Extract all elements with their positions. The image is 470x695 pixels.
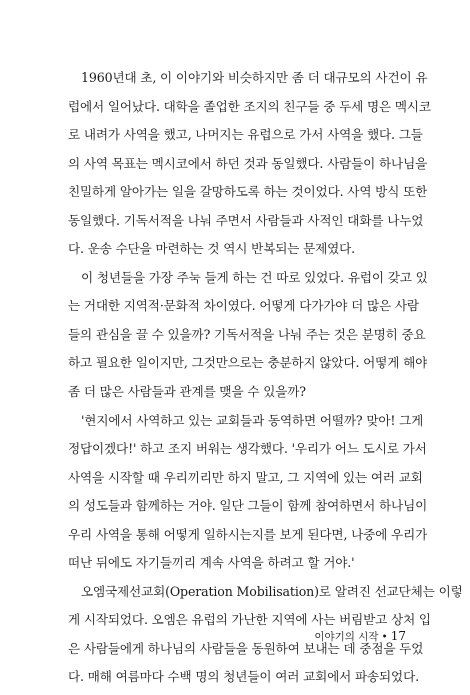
text-line: 1960년대 초, 이 이야기와 비슷하지만 좀 더 대규모의 사건이 유 bbox=[81, 70, 428, 85]
text-line: 다. 운송 수단을 마련하는 것 역시 반복되는 문제였다. bbox=[68, 241, 356, 257]
text-line: 하고 필요한 일이지만, 그것만으로는 충분하지 않았다. 어떻게 해야 bbox=[68, 355, 428, 371]
body-text bbox=[68, 64, 463, 692]
paragraph-2 bbox=[68, 264, 428, 407]
text-line: 는 거대한 지역적·문화적 차이였다. 어떻게 다가가야 더 많은 사람 bbox=[68, 298, 419, 314]
text-line: 떠난 뒤에도 자기들끼리 계속 사역을 하려고 할 거야.' bbox=[68, 555, 355, 571]
text-line: 이 청년들을 가장 주눅 들게 하는 건 따로 있었다. 유럽이 갖고 있 bbox=[81, 269, 428, 285]
page-footer bbox=[314, 629, 406, 644]
text-line: 좀 더 많은 사람들과 관계를 맺을 수 있을까? bbox=[68, 384, 306, 400]
footer-separator: • bbox=[381, 631, 388, 643]
text-line: 럽에서 일어났다. 대학을 졸업한 조지의 친구들 중 두세 명은 멕시코 bbox=[68, 98, 431, 114]
text-line: 로 내려가 사역을 했고, 나머지는 유럽으로 가서 사역을 했다. 그들 bbox=[68, 127, 423, 143]
text-line: 다. 매해 여름마다 수백 명의 청년들이 여러 교회에서 파송되었다. bbox=[68, 669, 419, 685]
text-line: 게 시작되었다. 오엠은 유럽의 가난한 지역에 사는 버림받고 상처 입 bbox=[68, 612, 431, 628]
text-line: 동일했다. 기독서적을 나눠 주면서 사람들과 사적인 대화를 나누었 bbox=[68, 212, 424, 228]
text-line: 우리 사역을 통해 어떻게 일하시는지를 보게 된다면, 나중에 우리가 bbox=[68, 526, 428, 542]
text-line: 정답이겠다!' 하고 조지 버워는 생각했다. '우리가 어느 도시로 가서 bbox=[68, 441, 427, 457]
text-line: '현지에서 사역하고 있는 교회들과 동역하면 어떨까? 맞아! 그게 bbox=[81, 412, 424, 428]
text-line: 들의 관심을 끌 수 있을까? 기독서적을 나눠 주는 것은 분명히 중요 bbox=[68, 326, 426, 342]
text-line: 오엠국제선교회(Operation Mobilisation)로 알려진 선교단체는 이렇 bbox=[81, 583, 463, 599]
running-title: 이야기의 시작 bbox=[314, 631, 379, 643]
text-line: 의 사역 목표는 멕시코에서 하던 것과 동일했다. 사람들이 하나님을 bbox=[68, 155, 428, 171]
text-line: 의 성도들과 함께하는 거야. 일단 그들이 함께 참여하면서 하나님이 bbox=[68, 498, 428, 514]
text-line: 은 사람들에게 하나님의 사람들을 동원하여 보내는 데 중점을 두었 bbox=[68, 640, 424, 656]
text-line: 사역을 시작할 때 우리끼리만 하지 말고, 그 지역에 있는 여러 교회 bbox=[68, 469, 423, 485]
page-number: 17 bbox=[390, 629, 406, 643]
paragraph-3 bbox=[68, 407, 428, 578]
text-line: 친밀하게 알아가는 일을 갈망하도록 하는 것이었다. 사역 방식 또한 bbox=[68, 184, 428, 200]
paragraph-1 bbox=[68, 64, 431, 264]
